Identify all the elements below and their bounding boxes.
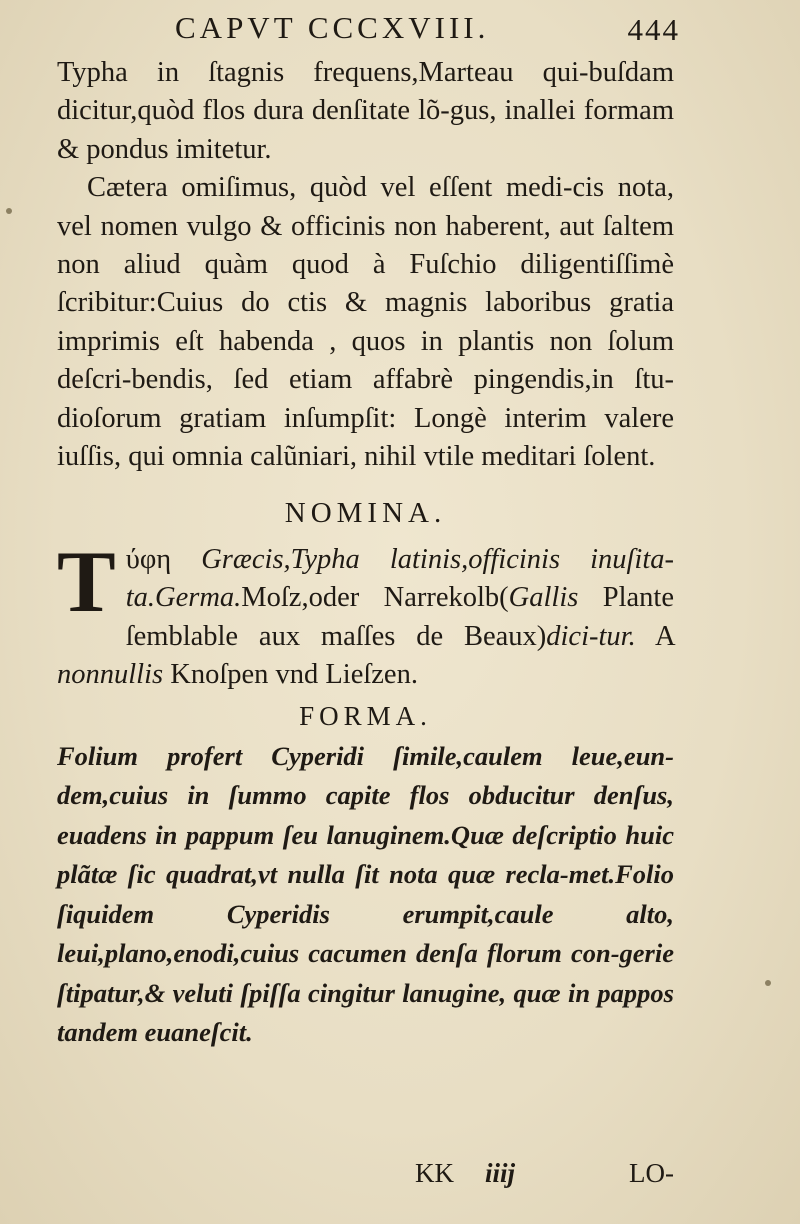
page-number: 444 [627,12,680,47]
nomina-dicitur: dici-tur. [546,620,636,652]
intro-paragraph-1: Typha in ſtagnis frequens,Marteau qui-buſdam dicitur,quòd flos dura denſitate lõ-gus, inallei formam & pondus imitetur. [57,57,674,165]
margin-speck [765,980,771,986]
page-header [175,10,680,50]
nomina-german-label: Germa. [155,582,242,614]
nomina-french-names: Plante ſemblable aux maſſes de Beaux) [125,582,674,652]
nomina-paragraph [57,533,674,695]
nomina-french-label: Gallis [508,582,579,614]
margin-speck [6,208,12,214]
nomina-german-names: Moſz,oder Narrekolb( [241,582,509,614]
running-head: CAPVT CCCXVIII. [175,10,490,45]
forma-heading: FORMA. [299,700,432,731]
signature-mark: KK [415,1158,454,1188]
forma-paragraph: Folium profert Cyperidi ſimile,caulem leue,eun-dem,cuius in ſummo capite flos obducitur denſus, euadens in pappum ſeu lanuginem.Quæ deſcriptio huic plãtæ ſic quadrat,vt nulla ſit nota quæ recla-met.Folio ſiquidem Cyperidis erumpit,caule alto, leui,plano,enodi,cuius cacumen denſa florum con-gerie ſtipatur,& veluti ſpiſſa cingitur lanugine, quæ in pappos tandem euaneſcit. [57,740,674,1048]
drop-capital: T [57,533,116,631]
nomina-other-names: Knoſpen vnd Lieſzen. [163,659,418,691]
catchword: LO- [629,1158,674,1188]
nomina-latin-names: Græcis,Typha latinis,officinis inuſita-ta. [125,543,674,614]
main-text-block [57,54,674,1053]
signature-number: iiij [485,1158,516,1188]
intro-paragraph-2: Cætera omiſimus, quòd vel eſſent medi-cis nota, vel nomen vulgo & officinis non haberent, aut ſaltem non aliud quàm quod à Fuſchio diligentiſſimè ſcribitur:Cuius do ctis & magnis laboribus gratia imprimis eſt habenda , quos in plantis non ſolum deſcri-bendis, ſed etiam affabrè pingendis,in ſtu-dioſorum gratiam inſumpſit: Longè interim valere iuſſis, qui omnia calũniari, nihil vtile meditari ſolent. [57,172,674,473]
nomina-a: A [635,620,674,652]
nomina-heading: NOMINA. [284,497,447,530]
page-footer [57,1158,674,1198]
nomina-nonnullis: nonnullis [57,659,164,691]
greek-name: ύφη [125,543,172,575]
